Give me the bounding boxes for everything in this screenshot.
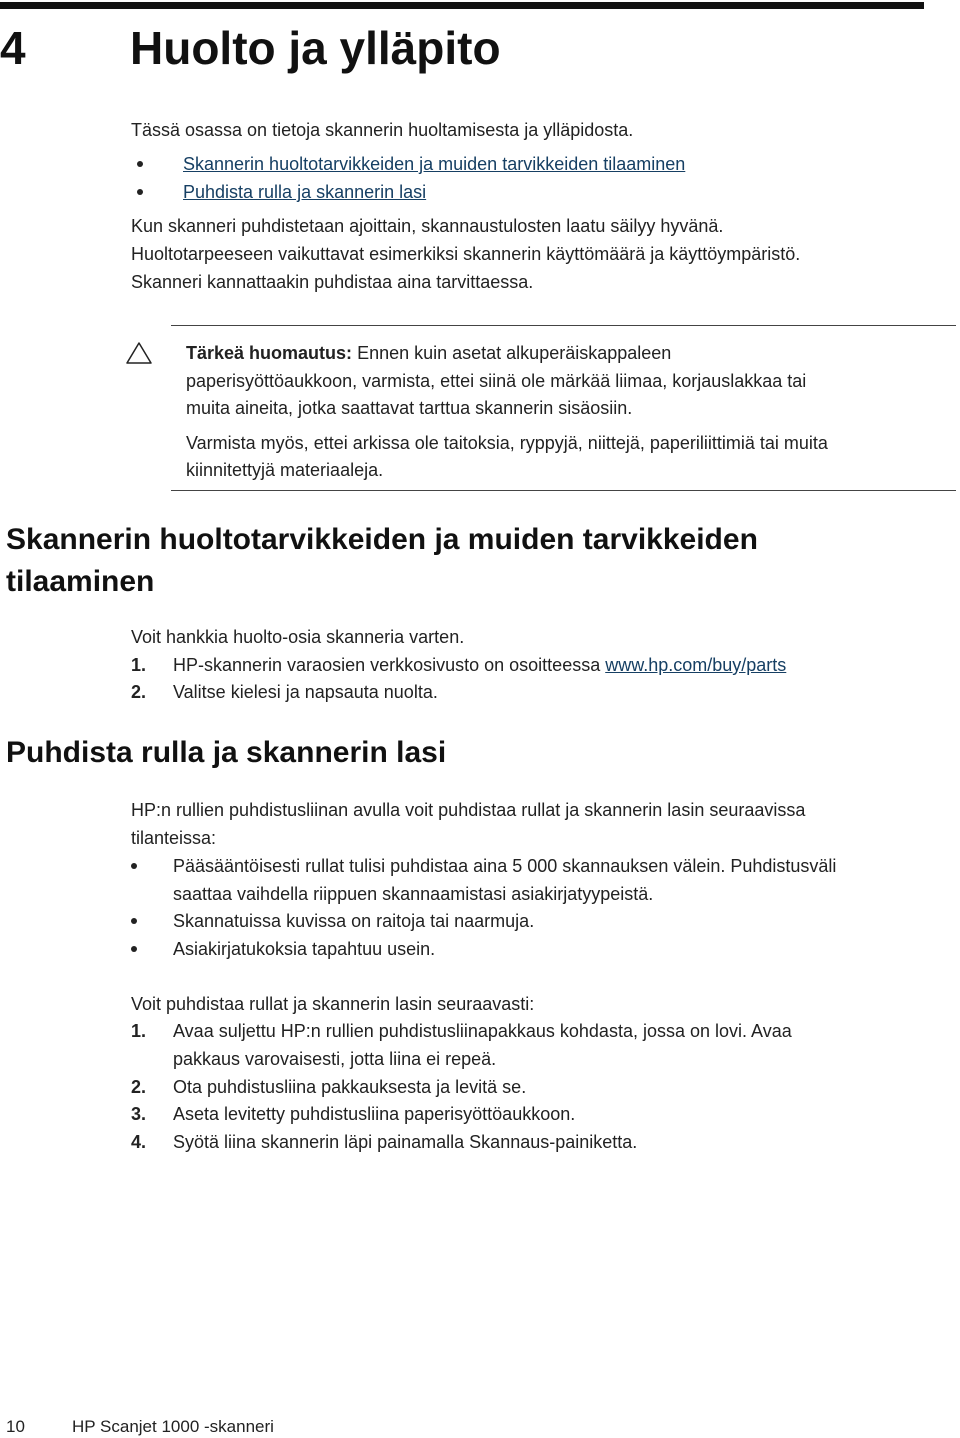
section-heading-cleaning: Puhdista rulla ja skannerin lasi xyxy=(6,736,447,769)
footer-product: HP Scanjet 1000 -skanneri xyxy=(72,1417,274,1436)
toc-link-cleaning[interactable]: Puhdista rulla ja skannerin lasi xyxy=(183,182,427,202)
steps-intro: Voit puhdistaa rullat ja skannerin lasin seuraavasti: xyxy=(131,994,535,1014)
maintenance-para-line: Skanneri kannattaakin puhdistaa aina tarvittaessa. xyxy=(131,272,534,292)
top-rule xyxy=(0,2,924,9)
note-text: Ennen kuin asetat alkuperäiskappaleen xyxy=(357,343,672,363)
note-line: paperisyöttöaukkoon, varmista, ettei siinä ole märkää liimaa, korjauslakkaa tai xyxy=(186,371,807,391)
step-text xyxy=(173,652,786,679)
bullet-icon xyxy=(137,161,143,167)
note-line xyxy=(186,340,671,367)
chapter-heading xyxy=(0,20,700,76)
parts-website-link[interactable]: www.hp.com/buy/parts xyxy=(605,655,787,675)
note-top-rule xyxy=(171,325,956,326)
note-line: kiinnitettyjä materiaaleja. xyxy=(186,460,384,480)
section1-intro: Voit hankkia huolto-osia skanneria varten. xyxy=(131,627,465,647)
step-number: 3. xyxy=(131,1104,147,1124)
chapter-number: 4 xyxy=(0,22,26,74)
list-item-cont: saattaa vaihdella riippuen skannaamistasi asiakirjatyypeistä. xyxy=(173,884,654,904)
step-text-body: HP-skannerin varaosien verkkosivusto on osoitteessa xyxy=(173,655,606,675)
bullet-icon xyxy=(131,863,137,869)
step-text: Avaa suljettu HP:n rullien puhdistusliinapakkaus kohdasta, jossa on lovi. Avaa xyxy=(173,1021,792,1041)
chapter-title: Huolto ja ylläpito xyxy=(130,22,501,74)
maintenance-para-line: Huoltotarpeeseen vaikuttavat esimerkiksi skannerin käyttömäärä ja käyttöympäristö. xyxy=(131,244,801,264)
bullet-icon xyxy=(131,946,137,952)
step-number: 1. xyxy=(131,655,147,675)
page-number: 10 xyxy=(6,1417,25,1436)
step-number: 2. xyxy=(131,682,147,702)
step-text: Ota puhdistusliina pakkauksesta ja levitä se. xyxy=(173,1077,527,1097)
step-text: Aseta levitetty puhdistusliina paperisyöttöaukkoon. xyxy=(173,1104,576,1124)
step-number: 1. xyxy=(131,1021,147,1041)
section2-intro-line: tilanteissa: xyxy=(131,828,217,848)
note-bottom-rule xyxy=(171,490,956,491)
step-text: Valitse kielesi ja napsauta nuolta. xyxy=(173,682,438,702)
bullet-icon xyxy=(137,189,143,195)
section2-intro-line: HP:n rullien puhdistusliinan avulla voit puhdistaa rullat ja skannerin lasin seuraavissa xyxy=(131,800,806,820)
section-heading-ordering: Skannerin huoltotarvikkeiden ja muiden tarvikkeiden xyxy=(6,523,758,556)
note-label: Tärkeä huomautus: xyxy=(186,343,353,363)
step-number: 4. xyxy=(131,1132,147,1152)
step-text-cont: pakkaus varovaisesti, jotta liina ei repeä. xyxy=(173,1049,497,1069)
step-text: Syötä liina skannerin läpi painamalla Skannaus-painiketta. xyxy=(173,1132,638,1152)
section-heading-ordering-cont: tilaaminen xyxy=(6,565,155,598)
list-item: Asiakirjatukoksia tapahtuu usein. xyxy=(173,939,436,959)
bullet-icon xyxy=(131,918,137,924)
list-item: Pääsääntöisesti rullat tulisi puhdistaa aina 5 000 skannauksen välein. Puhdistusväli xyxy=(173,856,837,876)
toc-link-ordering[interactable]: Skannerin huoltotarvikkeiden ja muiden tarvikkeiden tilaaminen xyxy=(183,154,686,174)
note-line: muita aineita, jotka saattavat tarttua skannerin sisäosiin. xyxy=(186,398,633,418)
step-number: 2. xyxy=(131,1077,147,1097)
maintenance-para-line: Kun skanneri puhdistetaan ajoittain, skannaustulosten laatu säilyy hyvänä. xyxy=(131,216,724,236)
note-line: Varmista myös, ettei arkissa ole taitoksia, ryppyjä, niittejä, paperiliittimiä tai muita xyxy=(186,433,828,453)
warning-triangle-icon xyxy=(125,341,153,365)
list-item: Skannatuissa kuvissa on raitoja tai naarmuja. xyxy=(173,911,535,931)
intro-text: Tässä osassa on tietoja skannerin huoltamisesta ja ylläpidosta. xyxy=(131,120,634,140)
